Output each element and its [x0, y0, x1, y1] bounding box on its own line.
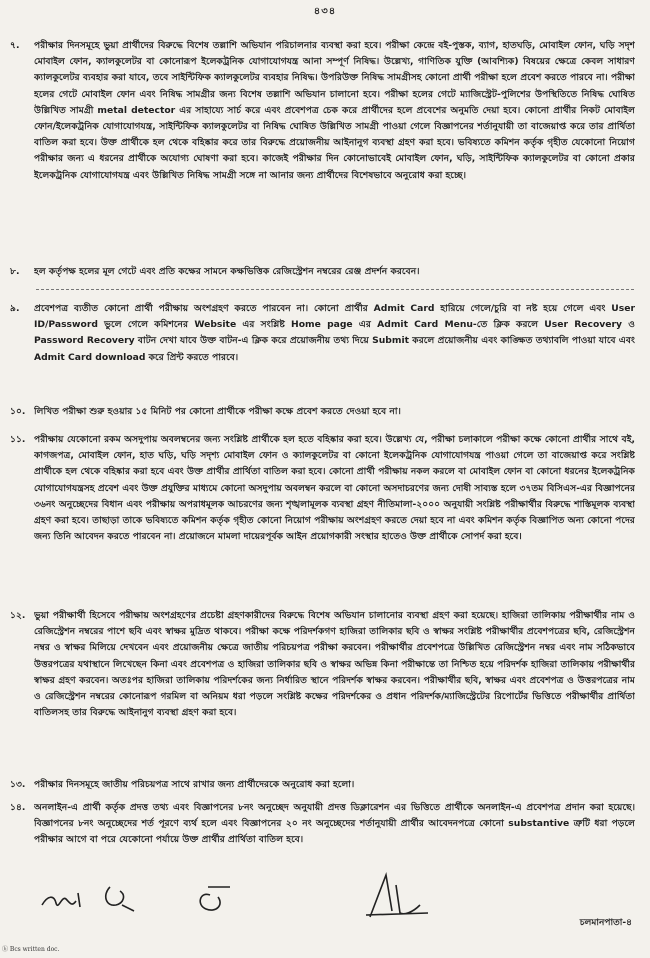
footnote: ⓑ Bcs written doc. [2, 946, 60, 953]
list-item-8 [10, 264, 635, 281]
list-item-14 [10, 800, 635, 865]
list-item-7 [10, 38, 635, 250]
list-item-9 [10, 301, 635, 383]
page-number: ৪৩৪ [313, 6, 337, 17]
item-number: ১২. [10, 610, 26, 621]
item-text: প্রবেশপত্র ব্যতীত কোনো প্রার্থী পরীক্ষায় অংশগ্রহণ করতে পারবেন না। কোনো প্রার্থীর Admit Card হারিয়ে গেলে/চুরি বা নষ্ট হয়ে গেলে এবং User ID/Password ভুলে গেলে কমিশনের Website এর সংশ্লিষ্ট Home page এর Admit Card Menu-তে ক্লিক করলে User Recovery ও Password Recovery বাটন দেখা যাবে উক্ত বাটন-এ ক্লিক করে প্রয়োজনীয় তথ্য দিয়ে Submit করলে প্রয়োজনীয় এবং কাঙ্ক্ষিত তথ্যাবলি পাওয়া যাবে এবং Admit Card download করে প্রিন্ট করতে পারবে। [34, 303, 635, 363]
item-text: পরীক্ষার দিনসমূহে ভুয়া প্রার্থীদের বিরুদ্ধে বিশেষ তল্লাশি অভিযান পরিচালনার ব্যবস্থা করা হবে। পরীক্ষা কেন্দ্রে বই-পুস্তক, ব্যাগ, হাতঘড়ি, মোবাইল ফোন, ঘড়ি সদৃশ মোবাইল ফোন, ক্যালকুলেটর বা কোনোরূপ ইলেকট্রনিক যোগাযোগযন্ত্র আনা সম্পূর্ণ নিষিদ্ধ। উল্লেখ্য, গাণিতিক যুক্তি (আবশ্যিক) বিষয়ের ক্ষেত্রে কেবল সাধারণ ক্যালকুলেটর ব্যবহার করা যাবে, তবে সাইন্টিফিক ক্যালকুলেটর ব্যবহার নিষিদ্ধ। উপরিউক্ত নিষিদ্ধ সামগ্রীসহ কোনো প্রার্থী পরীক্ষা হলে প্রবেশ করতে পারবে না। পরীক্ষা হলের গেটে মোবাইল ফোন এবং নিষিদ্ধ সামগ্রীর জন্য বিশেষ তল্লাশি অভিযান চালানো হবে। পরীক্ষা হলের গেটে ম্যাজিস্ট্রেট-পুলিশের উপস্থিতিতে নিষিদ্ধ ঘোষিত উল্লিখিত সামগ্রী metal detector এর সাহায্যে সার্চ করে এবং প্রবেশপত্র চেক করে প্রার্থীদের হলে প্রবেশের অনুমতি দেয়া হবে। কোনো প্রার্থীর নিকট মোবাইল ফোন/ইলেকট্রনিক যোগাযোগযন্ত্র, সাইন্টিফিক ক্যালকুলেটর বা নিষিদ্ধ ঘোষিত উল্লিখিত সামগ্রী পাওয়া গেলে বিজ্ঞাপনের শর্তানুযায়ী তা বাজেয়াপ্ত করে তার প্রার্থিতা বাতিল করা হবে। উক্ত প্রার্থীকে হল থেকে বহিষ্কার করে তার বিরুদ্ধে প্রয়োজনীয় আইনানুগ ব্যবস্থা গ্রহণ করা হবে। ভবিষ্যতে কমিশন কর্তৃক গৃহীত যেকোনো নিয়োগ পরীক্ষার জন্য এ ধরনের প্রার্থীকে অযোগ্য ঘোষণা করা হবে। কাজেই পরীক্ষার দিন কোনোভাবেই মোবাইল ফোন, ঘড়ি, সাইন্টিফিক ক্যালকুলেটর বা কোনো প্রকার ইলেকট্রনিক যোগাযোগযন্ত্র এবং উল্লিখিত নিষিদ্ধ সামগ্রী সঙ্গে না আনার জন্য প্রার্থীদের বিশেষভাবে অনুরোধ করা হচ্ছে। [34, 40, 635, 181]
item-number: ১৪. [10, 802, 26, 813]
item-text: পরীক্ষার দিনসমূহে জাতীয় পরিচয়পত্র সাথে রাখার জন্য প্রার্থীদেরকে অনুরোধ করা হলো। [34, 779, 355, 790]
item-number: ৮. [10, 266, 20, 277]
item-text: লিখিত পরীক্ষা শুরু হওয়ার ১৫ মিনিট পর কোনো প্রার্থীকে পরীক্ষা কক্ষে প্রবেশ করতে দেওয়া হবে না। [34, 406, 401, 417]
item-number: ১০. [10, 406, 26, 417]
item-text: পরীক্ষায় যেকোনো রকম অসদুপায় অবলম্বনের জন্য সংশ্লিষ্ট প্রার্থীকে হল হতে বহিষ্কার করা হবে। উল্লেখ্য যে, পরীক্ষা চলাকালে পরীক্ষা কক্ষে কোনো প্রার্থীর সাথে বই, কাগজপত্র, মোবাইল ফোন, হাত ঘড়ি, ঘড়ি সদৃশ্য মোবাইল ফোন ও ক্যালকুলেটর বা কোনো ইলেকট্রনিক যোগাযোগযন্ত্র পাওয়া গেলে তা বাজেয়াপ্ত করে সংশ্লিষ্ট প্রার্থীকে হল থেকে বহিষ্কার করা হবে এবং উক্ত প্রার্থীর প্রার্থিতা বাতিল করা হবে। কোনো প্রার্থী পরীক্ষায় নকল করলে বা মোবাইল ফোন বা কোনো ধরনের ইলেকট্রনিক যোগাযোগযন্ত্রসহ প্রবেশ এবং উক্ত প্রযুক্তির মাধ্যমে কোনো অসদুপায় অবলম্বন করলে বা কোনো অসদাচরণের জন্য দোষী সাব্যস্ত হলে ৩৭তম বিসিএস-এর বিজ্ঞাপনের ৩৬নং অনুচ্ছেদের বিধান এবং পরীক্ষায় অপরাধমূলক আচরণের জন্য শৃঙ্খলামূলক ব্যবস্থা গ্রহণ নীতিমালা-২০০০ অনুযায়ী সংশ্লিষ্ট পরীক্ষার্থীর বিরুদ্ধে শাস্তিমূলক ব্যবস্থা গ্রহণ করা হবে। তাছাড়া তাকে ভবিষ্যতে কমিশন কর্তৃক গৃহীত কোনো নিয়োগ পরীক্ষায় অংশগ্রহণ করতে দেয়া হবে না এবং কমিশন কর্তৃক বিজ্ঞাপিত অন্য কোনো পদের জন্য তিনি আবেদন করতে পারবেন না। প্রয়োজনে মামলা দায়েরপূর্বক আইন প্রয়োগকারী সংস্থার হাতেও উক্ত প্রার্থীকে সোপর্দ করা হবে। [34, 434, 635, 543]
list-item-12 [10, 608, 635, 771]
item-number: ১১. [10, 434, 26, 445]
continued-note: চলমানপাতা-৪ [579, 918, 632, 928]
item-number: ৭. [10, 40, 20, 51]
list-item-11 [10, 432, 635, 595]
item-number: ১৩. [10, 779, 26, 790]
list-item-13 [10, 777, 635, 794]
item-text: ভুয়া পরীক্ষার্থী হিসেবে পরীক্ষায় অংশগ্রহণের প্রচেষ্টা গ্রহণকারীদের বিরুদ্ধে বিশেষ অভিযান চালানোর ব্যবস্থা গ্রহণ করা হয়েছে। হাজিরা তালিকায় পরীক্ষার্থীর নাম ও রেজিস্ট্রেশন নম্বরের পাশে ছবি এবং স্বাক্ষর মুদ্রিত থাকবে। পরীক্ষা কক্ষে পরিদর্শকগণ হাজিরা তালিকার ছবি ও স্বাক্ষর সংশ্লিষ্ট পরীক্ষার্থীর প্রবেশপত্রের ছবি, রেজিস্ট্রেশন নম্বর ও স্বাক্ষর মিলিয়ে দেখবেন এবং প্রয়োজনীয় ক্ষেত্রে জাতীয় পরিচয়পত্র পরীক্ষা করবেন। পরীক্ষার্থীর প্রবেশপত্রে উল্লিখিত রেজিস্ট্রেশন নম্বর এবং নাম সঠিকভাবে উত্তরপত্রের যথাস্থানে লিখেছেন কিনা এবং প্রবেশপত্র ও হাজিরা তালিকার ছবি ও স্বাক্ষর অভিন্ন কিনা পরীক্ষান্তে তা নিশ্চিত হয়ে পরিদর্শক হাজিরা তালিকায় পরীক্ষার্থীর স্বাক্ষর গ্রহণ করবেন। অতঃপর হাজিরা তালিকায় পরিদর্শকের জন্য নির্ধারিত স্থানে পরিদর্শক স্বাক্ষর করবেন। পরীক্ষার্থীর ছবি, স্বাক্ষর এবং প্রবেশপত্র ও উত্তরপত্রের নাম ও রেজিস্ট্রেশন নম্বরের কোনোরূপ গরমিল বা অনিয়ম ধরা পড়লে সংশ্লিষ্ট কক্ষের পরিদর্শকের ও প্রধান পরিদর্শক/ম্যাজিস্ট্রেটের রিপোর্টের ভিত্তিতে পরীক্ষার্থীর প্রার্থিতা বাতিলসহ তার বিরুদ্ধে আইনানুগ ব্যবস্থা গ্রহণ করা হবে। [34, 610, 635, 719]
item-text: অনলাইন-এ প্রার্থী কর্তৃক প্রদত্ত তথ্য এবং বিজ্ঞাপনের ৮নং অনুচ্ছেদ অনুযায়ী প্রদত্ত ডিক্লারেশন এর ভিত্তিতে প্রার্থীকে অনলাইন-এ প্রবেশপত্র প্রদান করা হয়েছে। বিজ্ঞাপনের ৮নং অনুচ্ছেদের শর্ত পূরণে ব্যর্থ হলে এবং বিজ্ঞাপনের ২০ নং অনুচ্ছেদের শর্তানুযায়ী প্রার্থীর আবেদনপত্রে কোনো substantive ত্রুটি ধরা পড়লে পরীক্ষার আগে বা পরে যেকোনো পর্যায়ে উক্ত প্রার্থীর প্রার্থিতা বাতিল হবে। [34, 802, 635, 846]
item-number: ৯. [10, 303, 20, 314]
signature-marks [40, 865, 440, 925]
list-item-10 [10, 404, 635, 421]
item-text: হল কর্তৃপক্ষ হলের মূল গেটে এবং প্রতি কক্ষের সামনে কক্ষভিত্তিক রেজিস্ট্রেশন নম্বরের রেঞ্জ প্রদর্শন করবেন। [34, 266, 420, 277]
divider [36, 289, 634, 290]
